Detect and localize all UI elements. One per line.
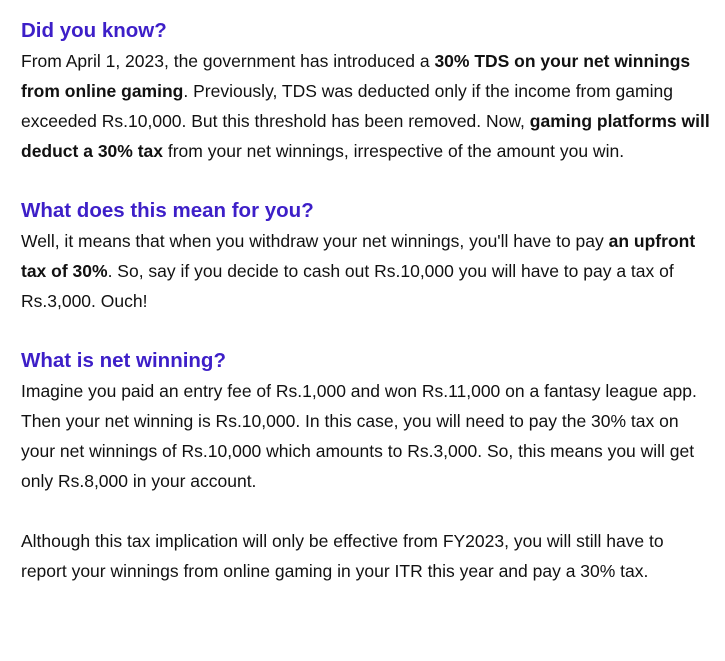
section-spacer xyxy=(21,166,711,196)
bold-segment: 30% TDS on your net winnings from online gaming xyxy=(21,51,691,101)
section-spacer xyxy=(21,496,711,526)
text-segment: . Previously, TDS was deducted only if the income from gaming exceeded Rs.10,000. But this threshold has been removed. Now, xyxy=(21,81,673,131)
heading-what-is-net-winning: What is net winning? xyxy=(21,349,226,372)
paragraph-what-does-this-mean xyxy=(21,226,711,316)
text-segment: Well, it means that when you withdraw your net winnings, you'll have to pay xyxy=(21,231,609,251)
paragraph-did-you-know xyxy=(21,46,711,166)
text-segment: From April 1, 2023, the government has introduced a xyxy=(21,51,435,71)
paragraph-closing: Although this tax implication will only be effective from FY2023, you will still have to report your winnings from online gaming in your ITR this year and pay a 30% tax. xyxy=(21,531,664,581)
heading-what-does-this-mean: What does this mean for you? xyxy=(21,199,314,222)
article xyxy=(21,16,711,586)
section-spacer xyxy=(21,316,711,346)
bold-segment: an upfront tax of 30% xyxy=(21,231,696,281)
text-segment: Imagine you paid an entry fee of Rs.1,000 and won Rs.11,000 on a fantasy league app. Then your net winning is Rs.10,000. In this case, you will need to pay the 30% tax on your net winnings of Rs.10,000 which amounts to Rs.3,000. So, this means you will get only Rs.8,000 in your account. xyxy=(21,381,697,491)
heading-did-you-know: Did you know? xyxy=(21,19,167,42)
text-segment: . So, say if you decide to cash out Rs.10,000 you will have to pay a tax of Rs.3,000. Ouch! xyxy=(21,261,674,311)
paragraph-what-is-net-winning xyxy=(21,376,711,496)
bold-segment: gaming platforms will deduct a 30% tax xyxy=(21,111,710,161)
text-segment: from your net winnings, irrespective of the amount you win. xyxy=(163,141,625,161)
